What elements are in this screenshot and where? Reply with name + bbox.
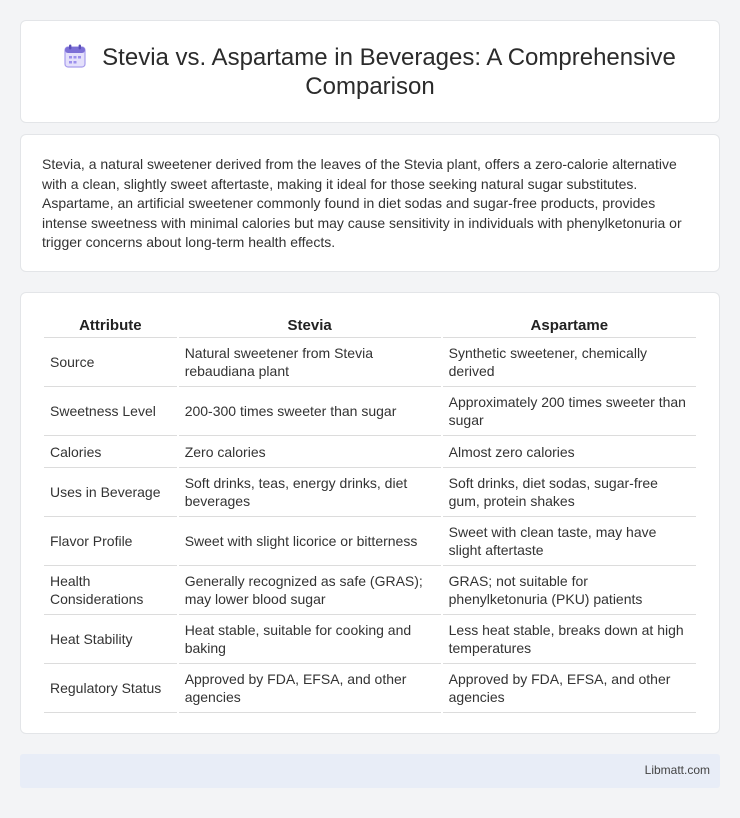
table-row: [44, 517, 696, 566]
row-attribute: Sweetness Level: [44, 387, 177, 436]
row-stevia: Sweet with slight licorice or bitterness: [179, 517, 441, 566]
row-attribute: Flavor Profile: [44, 517, 177, 566]
header-aspartame: Aspartame: [443, 315, 696, 338]
row-aspartame: Approved by FDA, EFSA, and other agencies: [443, 664, 696, 713]
table-row: [44, 338, 696, 387]
row-stevia: Generally recognized as safe (GRAS); may lower blood sugar: [179, 566, 441, 615]
row-aspartame: Almost zero calories: [443, 436, 696, 468]
row-stevia: Natural sweetener from Stevia rebaudiana plant: [179, 338, 441, 387]
row-attribute: Calories: [44, 436, 177, 468]
row-attribute: Regulatory Status: [44, 664, 177, 713]
table-row: [44, 566, 696, 615]
row-aspartame: Approximately 200 times sweeter than sugar: [443, 387, 696, 436]
table-header-row: [44, 315, 696, 338]
header-attribute: Attribute: [44, 315, 177, 338]
calendar-icon: [64, 44, 86, 68]
intro-paragraph: Stevia, a natural sweetener derived from the leaves of the Stevia plant, offers a zero-calorie alternative with a clean, slightly sweet aftertaste, making it ideal for those seeking natural sugar substitutes. Aspartame, an artificial sweetener commonly found in diet sodas and sugar-free products, provides intense sweetness with minimal calories but may cause sensitivity in individuals with phenylketonuria or trigger concerns about long-term health effects.: [42, 156, 682, 250]
table-row: [44, 436, 696, 468]
comparison-card: [20, 292, 720, 734]
footer-bar: [20, 754, 720, 788]
page-title: Stevia vs. Aspartame in Beverages: A Comprehensive Comparison: [102, 44, 676, 100]
row-attribute: Source: [44, 338, 177, 387]
row-aspartame: Less heat stable, breaks down at high temperatures: [443, 615, 696, 664]
row-attribute: Uses in Beverage: [44, 468, 177, 517]
table-row: [44, 387, 696, 436]
row-aspartame: Sweet with clean taste, may have slight aftertaste: [443, 517, 696, 566]
row-stevia: Heat stable, suitable for cooking and baking: [179, 615, 441, 664]
table-row: [44, 468, 696, 517]
row-stevia: Soft drinks, teas, energy drinks, diet beverages: [179, 468, 441, 517]
row-aspartame: Soft drinks, diet sodas, sugar-free gum, protein shakes: [443, 468, 696, 517]
row-stevia: Approved by FDA, EFSA, and other agencies: [179, 664, 441, 713]
footer-site-link[interactable]: Libmatt.com: [644, 763, 710, 777]
table-row: [44, 615, 696, 664]
intro-card: [20, 134, 720, 272]
row-aspartame: GRAS; not suitable for phenylketonuria (PKU) patients: [443, 566, 696, 615]
row-stevia: Zero calories: [179, 436, 441, 468]
page-title-wrap: [61, 43, 679, 101]
row-attribute: Health Considerations: [44, 566, 177, 615]
header-card: [20, 20, 720, 123]
row-aspartame: Synthetic sweetener, chemically derived: [443, 338, 696, 387]
table-row: [44, 664, 696, 713]
comparison-table: [42, 315, 698, 713]
row-attribute: Heat Stability: [44, 615, 177, 664]
row-stevia: 200-300 times sweeter than sugar: [179, 387, 441, 436]
header-stevia: Stevia: [179, 315, 441, 338]
